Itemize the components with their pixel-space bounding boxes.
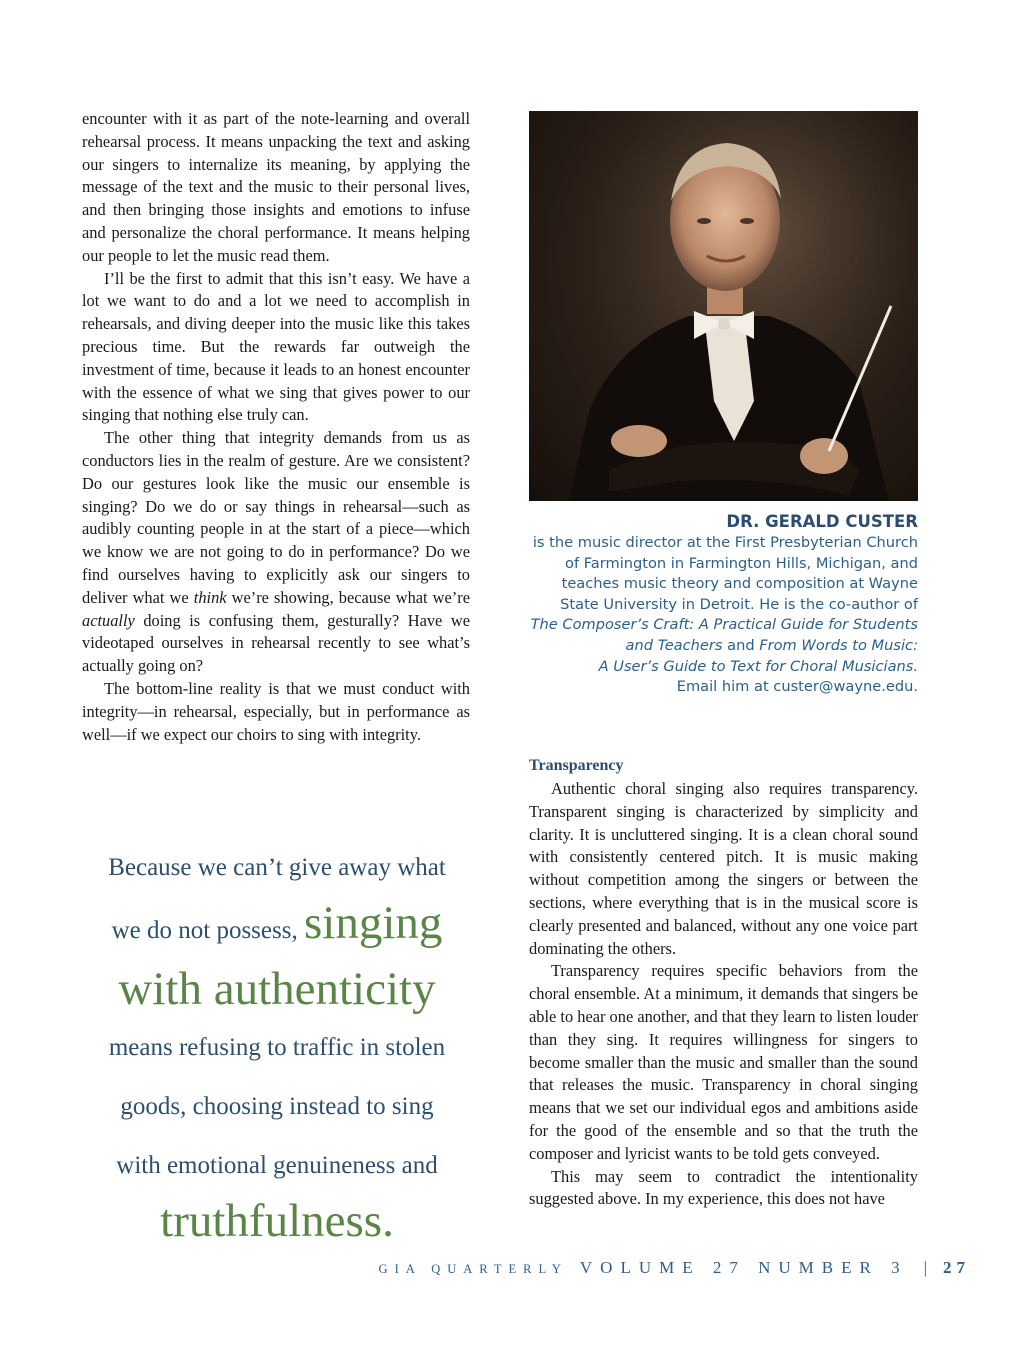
body-paragraph: encounter with it as part of the note-learning and overall rehearsal process. It means unpacking the text and asking our singers to internalize its meaning, by applying the message of the text and the music to their personal lives, and then bringing those insights and emotions to infuse and personalize the choral performance. It means helping our people to let the music read them. (82, 109, 470, 265)
bio-email-line: Email him at custer@wayne.edu. (676, 678, 918, 696)
author-photo (529, 111, 918, 501)
pull-quote-text: we do not possess, (111, 917, 304, 944)
emphasis-text: think (193, 587, 227, 607)
bio-line: of Farmington in Farmington Hills, Michigan, and (565, 554, 918, 572)
body-paragraph: The bottom-line reality is that we must conduct with integrity—in rehearsal, especially, but in performance as well—if we expect our choirs to sing with integrity. (82, 678, 470, 744)
book-title: A User’s Guide to Text for Choral Musicians. (598, 657, 918, 675)
pull-quote-emphasis: with authenticity (118, 963, 436, 1015)
page-footer (300, 1258, 970, 1278)
bio-text: and (722, 636, 760, 654)
pull-quote-line: Because we can’t give away what (108, 854, 446, 881)
left-text-column (82, 108, 470, 746)
book-title: The Composer’s Craft: A Practical Guide for Students (530, 616, 918, 634)
pull-quote-emphasis: truthfulness. (160, 1195, 394, 1247)
body-paragraph: This may seem to contradict the intentionality suggested above. In my experience, this does not have (529, 1166, 918, 1209)
page-number: 27 (943, 1258, 970, 1277)
pull-quote-line: with emotional genuineness and (116, 1152, 438, 1179)
magazine-name: GIA QUARTERLY (378, 1262, 568, 1276)
text-span: The other thing that integrity demands from us as conductors lies in the realm of gesture. Are we consistent? Do our gestures look like the music our ensemble is singing? Do we do or say things in rehearsal—such as audibly counting people in at the start of a piece—which we know we are not going to do in performance? Do we find ourselves having to explicitly ask our singers to deliver what we (82, 428, 470, 607)
body-paragraph: I’ll be the first to admit that this isn’t easy. We have a lot we want to do and a lot we need to accomplish in rehearsals, and diving deeper into the music like this takes precious time. But the rewards far outweigh the investment of time, because it leads to an honest encounter with the essence of what we sing that gives power to our singing that nothing else truly can. (82, 268, 470, 425)
volume-number: VOLUME 27 NUMBER 3 (579, 1258, 908, 1277)
book-title: and Teachers (625, 636, 723, 654)
pull-quote (82, 838, 472, 1247)
bio-line (520, 636, 918, 657)
footer-separator: | (923, 1258, 927, 1277)
body-paragraph (82, 427, 470, 678)
book-title: From Words to Music: (759, 636, 918, 654)
text-span: doing is confusing them, gesturally? Have we videotaped ourselves in rehearsal recently to see what’s actually going on? (82, 610, 470, 676)
bio-line-italic (520, 657, 918, 678)
text-span: we’re showing, because what we’re (226, 587, 470, 607)
right-text-column (529, 754, 918, 1211)
emphasis-text: actually (82, 610, 135, 630)
author-bio-caption (520, 511, 918, 698)
pull-quote-emphasis: singing (303, 897, 443, 949)
pull-quote-line: means refusing to traffic in stolen (108, 1034, 446, 1061)
pull-quote-line: goods, choosing instead to sing (120, 1093, 434, 1120)
author-name: DR. GERALD CUSTER (726, 512, 918, 531)
bio-line: teaches music theory and composition at Wayne (561, 575, 918, 593)
bio-line: State University in Detroit. He is the co-author of (560, 595, 918, 613)
bio-line-italic (520, 615, 918, 636)
bio-line: is the music director at the First Presbyterian Church (532, 534, 918, 551)
body-paragraph: Transparency requires specific behaviors from the choral ensemble. At a minimum, it demands that singers be able to hear one another, and that they learn to listen louder than they sing. It requires willingness for singers to become smaller than the music and smaller than the sound that releases the music. Transparency in choral singing means that we set our individual egos and ambitions aside for the good of the ensemble and so that the truth the composer and lyricist wants to be told gets conveyed. (529, 961, 918, 1163)
body-paragraph: Authentic choral singing also requires transparency. Transparent singing is characterized by simplicity and clarity. It is uncluttered singing. It is a clean choral sound with consistently centered pitch. It is music making without competition among the singers or between the sections, where everything that is in the musical score is clearly presented and balanced, without any one voice part dominating the others. (529, 779, 918, 958)
portrait-illustration (529, 111, 918, 501)
section-heading: Transparency (529, 757, 624, 774)
pull-quote-line (82, 897, 472, 960)
